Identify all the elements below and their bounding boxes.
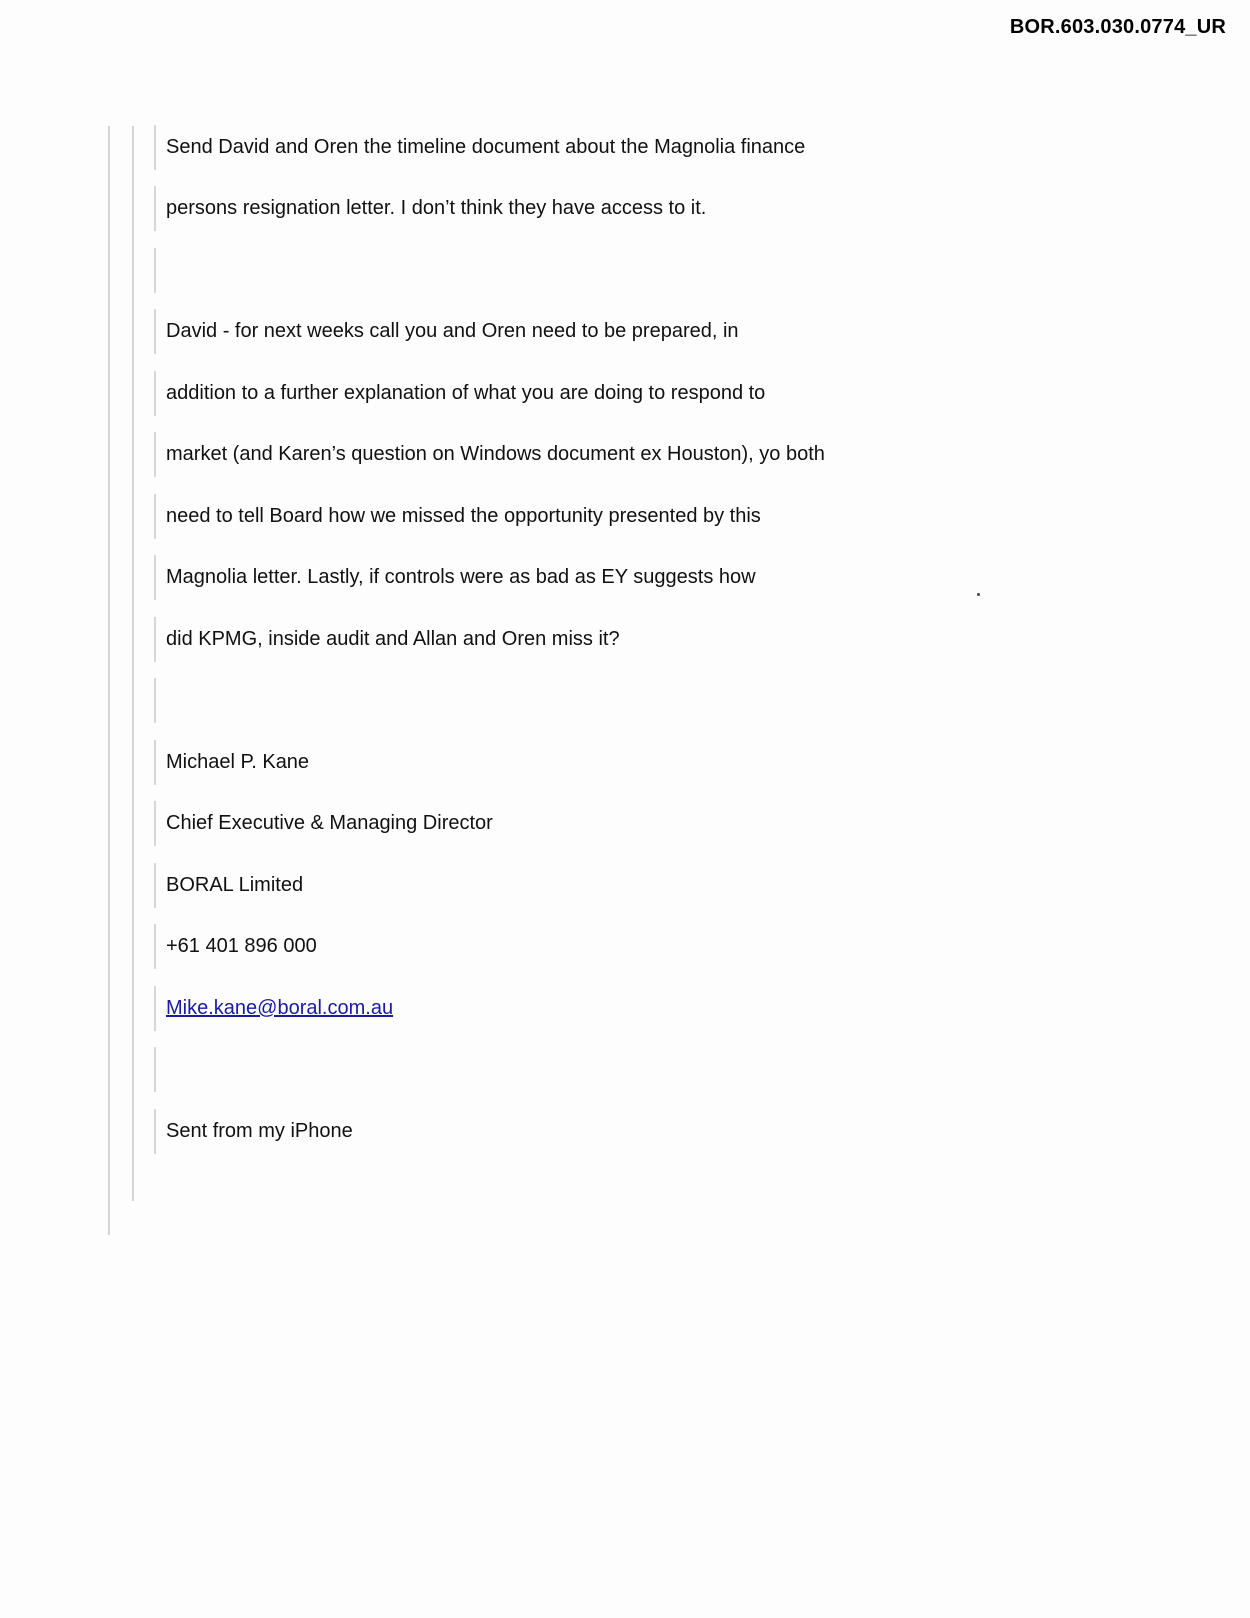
body-blank-line-2	[154, 678, 166, 723]
sent-from-line: Sent from my iPhone	[154, 1109, 353, 1154]
signature-phone: +61 401 896 000	[154, 924, 317, 969]
inner-quote-bar	[132, 126, 134, 1201]
body-line-7: Magnolia letter. Lastly, if controls were as bad as EY suggests how	[154, 555, 756, 600]
signature-company: BORAL Limited	[154, 863, 303, 908]
body-line-8: did KPMG, inside audit and Allan and Oren miss it?	[154, 617, 620, 662]
body-line-4: addition to a further explanation of what you are doing to respond to	[154, 371, 765, 416]
outer-quote-bar	[108, 126, 110, 1235]
scan-speck	[977, 593, 980, 596]
body-line-1: Send David and Oren the timeline document about the Magnolia finance	[154, 125, 805, 170]
body-blank-line-1	[154, 248, 166, 293]
signature-title: Chief Executive & Managing Director	[154, 801, 493, 846]
signature-blank-line	[154, 1047, 166, 1092]
body-line-6: need to tell Board how we missed the opportunity presented by this	[154, 494, 761, 539]
signature-name: Michael P. Kane	[154, 740, 309, 785]
body-line-3: David - for next weeks call you and Oren need to be prepared, in	[154, 309, 739, 354]
signature-email-link[interactable]: Mike.kane@boral.com.au	[166, 997, 394, 1019]
document-id: BOR.603.030.0774_UR	[1009, 16, 1226, 38]
body-line-2: persons resignation letter. I don’t think they have access to it.	[154, 186, 706, 231]
signature-email-line	[154, 986, 393, 1031]
body-line-5: market (and Karen’s question on Windows document ex Houston), yo both	[154, 432, 825, 477]
